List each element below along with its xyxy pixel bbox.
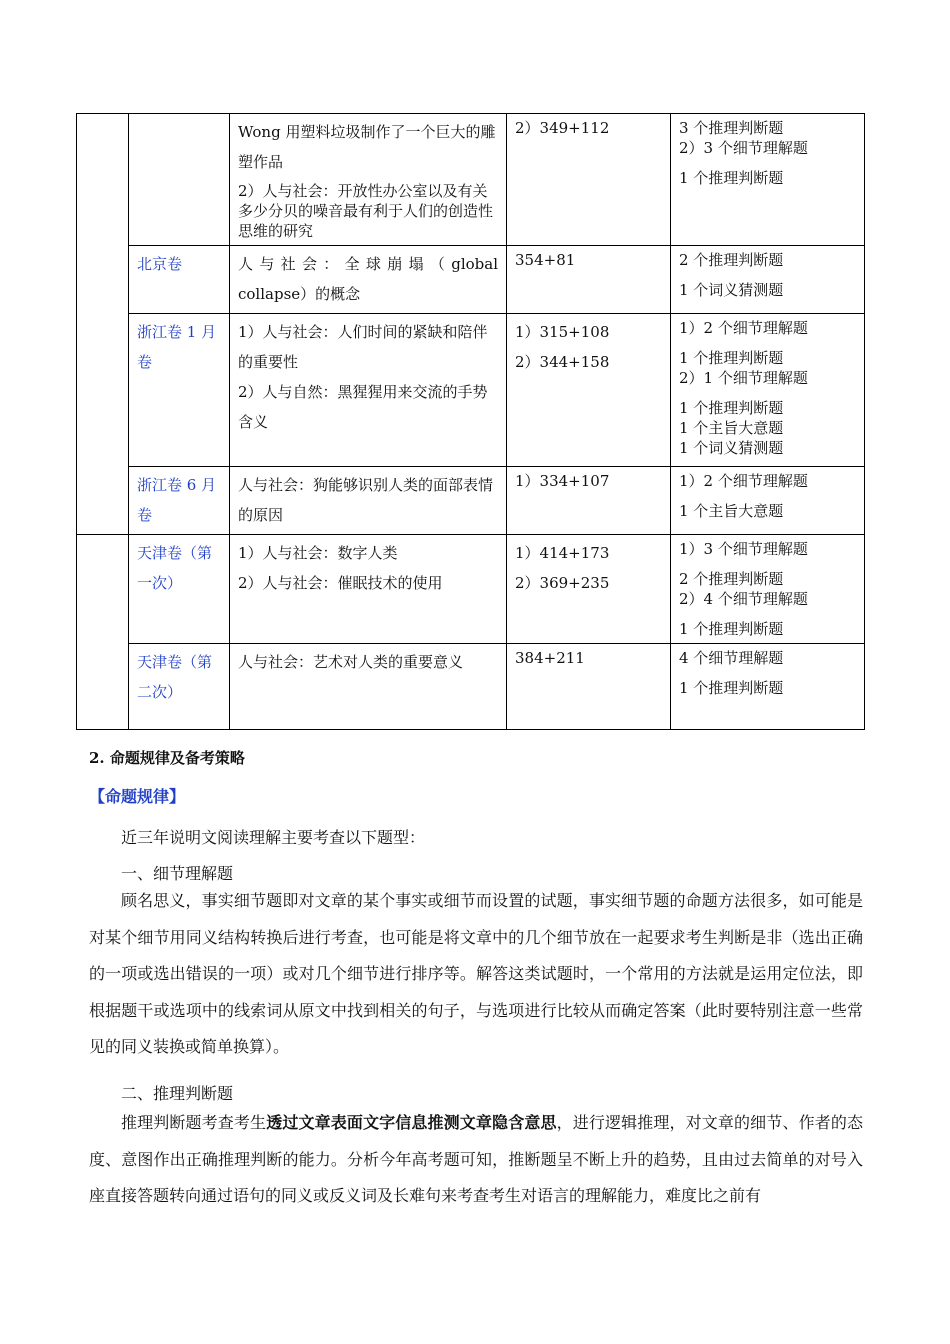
- topic-line: 2）人与社会：开放性办公室以及有关多少分贝的噪音最有利于人们的创造性思维的研究: [238, 182, 494, 240]
- item2-text-bold: 透过文章表面文字信息推测文章隐含意思: [266, 1113, 557, 1132]
- item1-title: 一、细节理解题: [121, 864, 234, 883]
- question-item: 1 个推理判断题: [679, 349, 784, 367]
- word-count: 1）315+108: [515, 323, 610, 341]
- table-row: [77, 314, 865, 467]
- region-cell: 浙江卷 1 月卷: [129, 314, 230, 467]
- word-count-cell: [507, 535, 671, 644]
- topic-line: 1）人与社会：数字人类: [238, 544, 398, 562]
- question-cell: [671, 644, 865, 730]
- region-cell: 天津卷（第二次）: [129, 644, 230, 730]
- topic-cell: [230, 644, 507, 730]
- table-row: [77, 114, 865, 246]
- question-cell: [671, 467, 865, 535]
- topic-line: 人与社会：全球崩塌（global collapse）的概念: [238, 255, 498, 303]
- region-cell: 天津卷（第一次）: [129, 535, 230, 644]
- question-item: 2）4 个细节理解题: [679, 590, 808, 608]
- question-cell: [671, 246, 865, 314]
- item2-paragraph: [89, 1105, 863, 1215]
- region-cell: 浙江卷 6 月卷: [129, 467, 230, 535]
- topic-line: 人与社会：狗能够识别人类的面部表情的原因: [238, 476, 494, 524]
- question-item: 1 个词义猜测题: [679, 281, 784, 299]
- section-heading: 2. 命题规律及备考策略: [89, 749, 245, 767]
- item2-text-post: ，进行逻辑推理，对文章的细节、作者的态度、意图作出正确推理判断的能力。分析今年高考题可知，推断题呈不断上升的趋势，且由过去简单的对号入座直接答题转向通过语句的同义或反义词及长难句来考查考生对语言的理解能力，难度比之前有: [89, 1113, 863, 1205]
- intro-paragraph: 近三年说明文阅读理解主要考查以下题型：: [121, 828, 426, 847]
- topic-cell: [230, 246, 507, 314]
- question-item: 1）2 个细节理解题: [679, 472, 808, 490]
- topic-line: 1）人与社会：人们时间的紧缺和陪伴的重要性: [238, 323, 488, 371]
- section-label: 【命题规律】: [89, 787, 186, 806]
- question-item: 2 个推理判断题: [679, 251, 784, 269]
- question-item: 2）3 个细节理解题: [679, 139, 808, 157]
- topic-cell: [230, 535, 507, 644]
- word-count: 2）369+235: [515, 574, 610, 592]
- word-count-cell: [507, 467, 671, 535]
- question-item: 2）1 个细节理解题: [679, 369, 808, 387]
- word-count-cell: [507, 314, 671, 467]
- question-item: 2 个推理判断题: [679, 570, 784, 588]
- table-row: [77, 644, 865, 730]
- word-count: 2）349+112: [515, 119, 610, 137]
- region-cell: [129, 114, 230, 246]
- word-count-cell: [507, 114, 671, 246]
- word-count-cell: [507, 644, 671, 730]
- question-cell: [671, 314, 865, 467]
- table-row: [77, 246, 865, 314]
- question-item: 1 个推理判断题: [679, 169, 784, 187]
- question-item: 1 个推理判断题: [679, 679, 784, 697]
- topic-line: 2）人与社会：催眠技术的使用: [238, 574, 443, 592]
- question-item: 1 个推理判断题: [679, 399, 784, 417]
- item1-paragraph: 顾名思义，事实细节题即对文章的某个事实或细节而设置的试题，事实细节题的命题方法很多，如可能是对某个细节用同义结构转换后进行考查，也可能是将文章中的几个细节放在一起要求考生判断是非（选出正确的一项或选出错误的一项）或对几个细节进行排序等。解答这类试题时，一个常用的方法就是运用定位法，即根据题干或选项中的线索词从原文中找到相关的句子，与选项进行比较从而确定答案（此时要特别注意一些常见的同义装换或简单换算）。: [89, 891, 863, 1056]
- word-count: 354+81: [515, 251, 576, 269]
- question-item: 1）3 个细节理解题: [679, 540, 808, 558]
- topic-cell: [230, 114, 507, 246]
- exam-analysis-table: [76, 113, 865, 730]
- topic-cell: [230, 314, 507, 467]
- topic-line: 人与社会：艺术对人类的重要意义: [238, 653, 464, 671]
- question-item: 1 个词义猜测题: [679, 439, 784, 457]
- year-cell: [77, 114, 129, 535]
- year-cell: [77, 535, 129, 730]
- word-count: 1）334+107: [515, 472, 610, 490]
- question-item: 4 个细节理解题: [679, 649, 784, 667]
- item2-text-pre: 推理判断题考查考生: [121, 1113, 267, 1132]
- question-item: 1 个推理判断题: [679, 620, 784, 638]
- item2-title: 二、推理判断题: [121, 1084, 234, 1103]
- question-item: 1 个主旨大意题: [679, 419, 784, 437]
- topic-cell: [230, 467, 507, 535]
- table-row: [77, 535, 865, 644]
- question-item: 1）2 个细节理解题: [679, 319, 808, 337]
- table-row: [77, 467, 865, 535]
- question-item: 1 个主旨大意题: [679, 502, 784, 520]
- word-count: 2）344+158: [515, 353, 610, 371]
- word-count-cell: [507, 246, 671, 314]
- region-cell: 北京卷: [129, 246, 230, 314]
- topic-line: Wong 用塑料垃圾制作了一个巨大的雕塑作品: [238, 123, 496, 171]
- question-item: 3 个推理判断题: [679, 119, 784, 137]
- word-count: 1）414+173: [515, 544, 610, 562]
- word-count: 384+211: [515, 649, 585, 667]
- question-cell: [671, 114, 865, 246]
- topic-line: 2）人与自然：黑猩猩用来交流的手势含义: [238, 383, 488, 431]
- question-cell: [671, 535, 865, 644]
